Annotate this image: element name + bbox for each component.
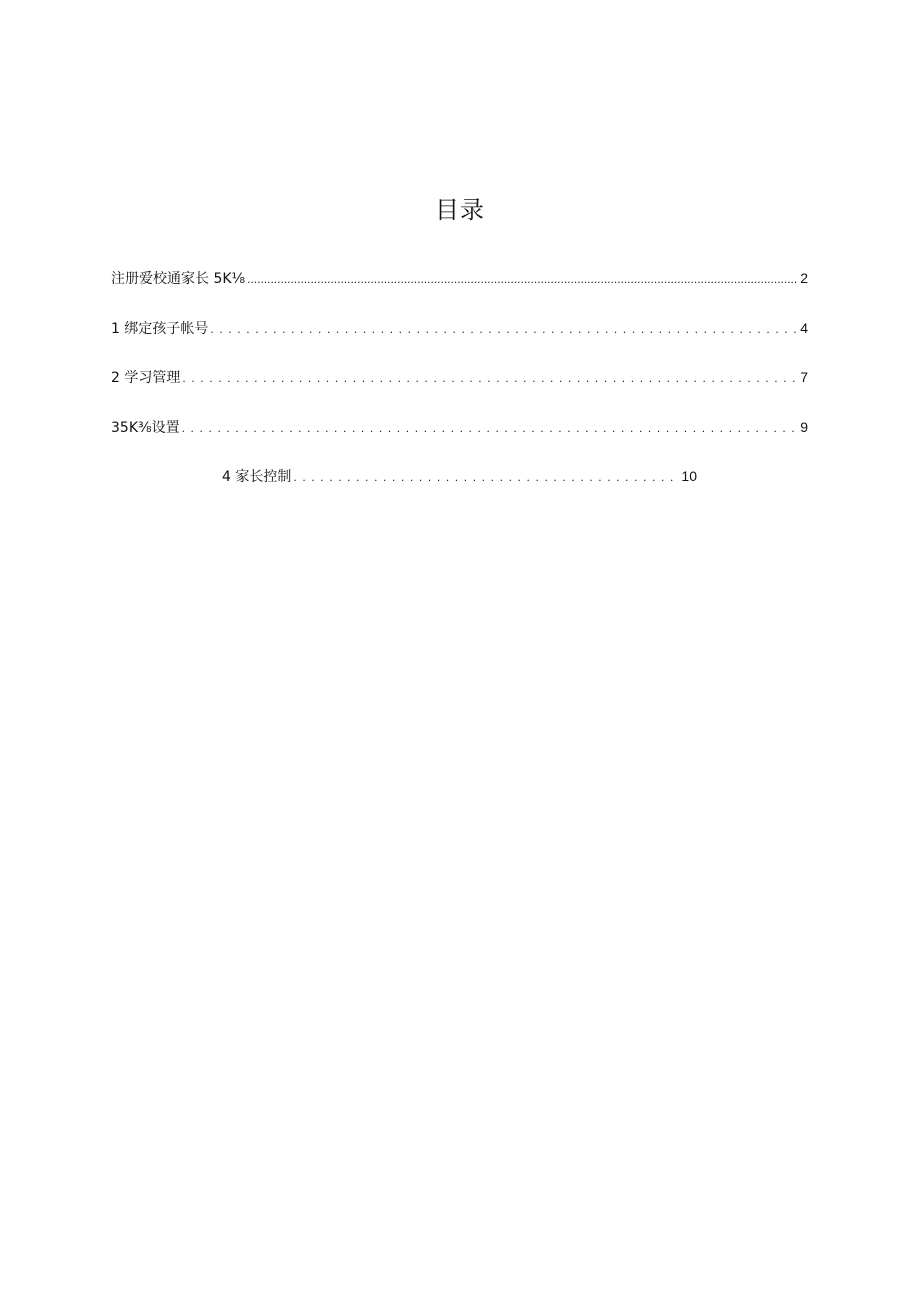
toc-entry-label: 2 学习管理 — [111, 370, 181, 386]
toc-page-number: 10 — [681, 468, 697, 484]
toc-page-number: 9 — [800, 419, 808, 435]
toc-page-number: 4 — [800, 320, 808, 336]
toc-leader-dots — [210, 319, 798, 338]
toc-leader-dots — [247, 269, 798, 288]
toc-leader-dots — [182, 418, 799, 437]
toc-page-number: 2 — [800, 270, 808, 286]
toc-entry-label: 35K⅜设置 — [111, 420, 180, 436]
toc-leader-dots — [182, 368, 798, 387]
toc-entry-register[interactable] — [111, 269, 808, 288]
toc-leader-dots — [293, 467, 679, 486]
toc-entry-label: 注册爱校通家长 5K⅛ — [111, 271, 246, 287]
toc-entry-parental-control[interactable] — [222, 467, 697, 486]
toc-entry-study-management[interactable] — [111, 368, 808, 387]
toc-entry-bind-child[interactable] — [111, 319, 808, 338]
toc-entry-settings[interactable] — [111, 418, 808, 437]
page-title: 目录 — [435, 196, 485, 224]
toc-page-number: 7 — [800, 369, 808, 385]
toc-entry-label: 4 家长控制 — [222, 469, 292, 485]
toc-entry-label: 1 绑定孩子帐号 — [111, 321, 209, 337]
